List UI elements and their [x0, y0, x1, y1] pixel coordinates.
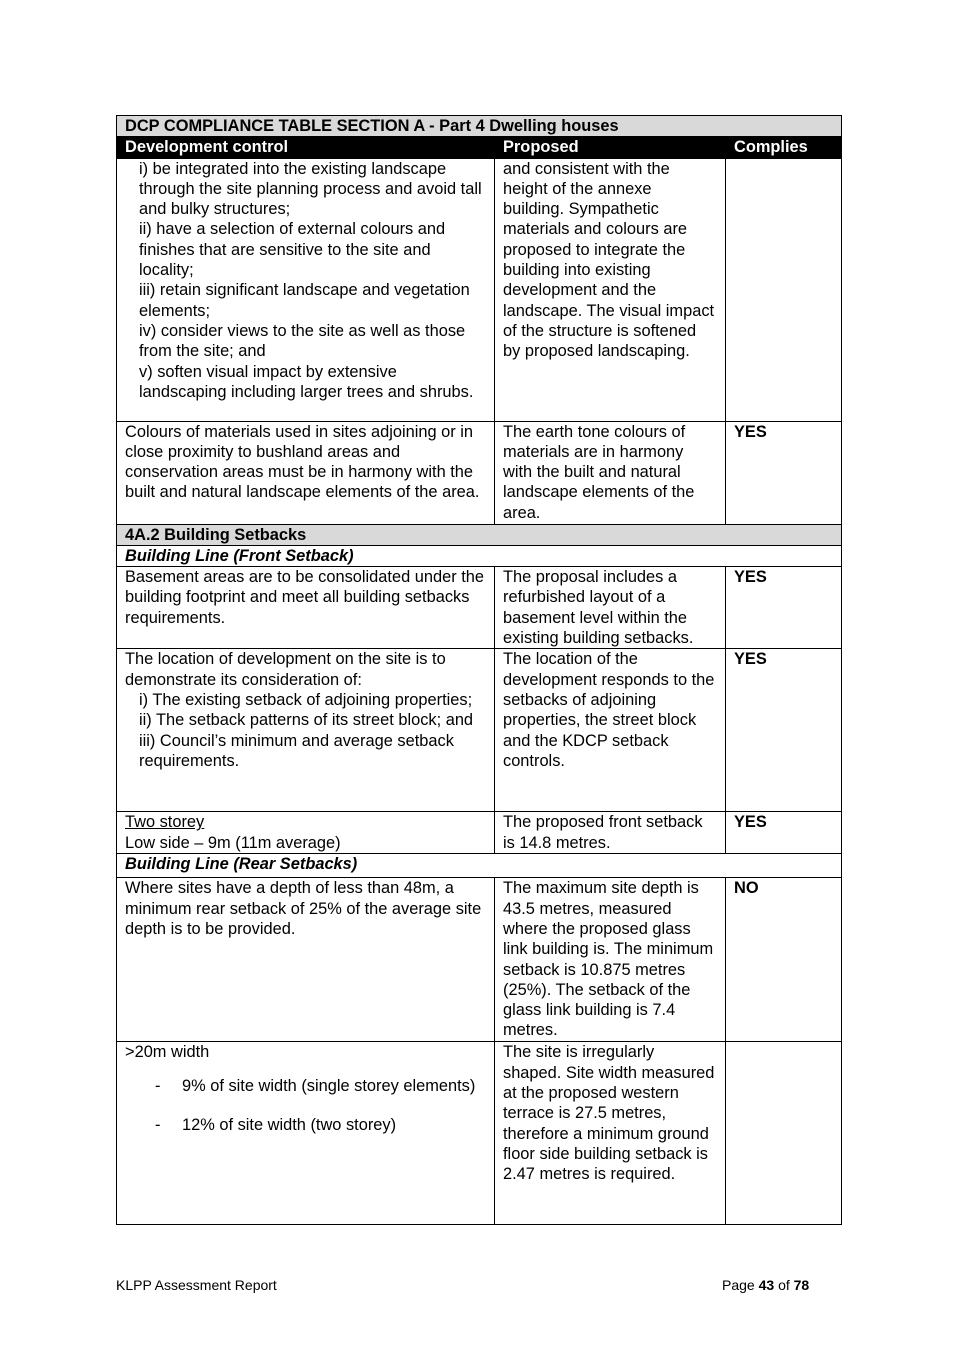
- page-label: Page: [722, 1277, 755, 1293]
- complies-cell: [726, 1042, 842, 1225]
- proposed-cell: The proposed front setback is 14.8 metres.: [495, 812, 726, 854]
- proposed-cell: The location of the development responds to the setbacks of adjoining properties, the street block and the KDCP setback controls.: [495, 649, 726, 812]
- dcp-compliance-table: [116, 115, 842, 1225]
- control-item: i) The existing setback of adjoining properties;: [139, 690, 473, 709]
- table-header-row: [117, 137, 842, 158]
- control-cell: [117, 812, 495, 854]
- page-total: 78: [793, 1277, 810, 1293]
- control-item: ii) The setback patterns of its street block; and: [139, 711, 474, 730]
- header-proposed: Proposed: [495, 137, 726, 158]
- control-list: [125, 1075, 486, 1137]
- table-row: [117, 421, 842, 524]
- control-cell: [117, 158, 495, 421]
- control-cell: [117, 1042, 495, 1225]
- subsection-heading-row: [117, 545, 842, 566]
- control-item: i) be integrated into the existing landscape through the site planning process and avoid tall and bulky structures;: [139, 159, 482, 219]
- complies-cell: YES: [726, 421, 842, 524]
- proposed-cell: The site is irregularly shaped. Site width measured at the proposed western terrace is 27.5 metres, therefore a minimum ground floor side building setback is 2.47 metres is required.: [495, 1042, 726, 1225]
- control-intro: The location of development on the site is to demonstrate its consideration of:: [125, 650, 446, 689]
- control-heading: >20m width: [125, 1043, 210, 1062]
- control-item: iii) Council’s minimum and average setback requirements.: [139, 731, 454, 770]
- section-heading-row: [117, 524, 842, 545]
- table-row: [117, 1042, 842, 1225]
- proposed-cell: The proposal includes a refurbished layout of a basement level within the existing building setbacks.: [495, 567, 726, 649]
- control-item: v) soften visual impact by extensive landscaping including larger trees and shrubs.: [139, 362, 474, 401]
- control-item: iii) retain significant landscape and vegetation elements;: [139, 281, 470, 320]
- table-row: [117, 649, 842, 812]
- complies-cell: NO: [726, 878, 842, 1042]
- control-cell: [117, 649, 495, 812]
- control-cell: Basement areas are to be consolidated under the building footprint and meet all building setbacks requirements.: [117, 567, 495, 649]
- subsection-heading: Building Line (Front Setback): [117, 545, 842, 566]
- control-item: iv) consider views to the site as well as those from the site; and: [139, 321, 466, 361]
- complies-cell: YES: [726, 567, 842, 649]
- footer-page-number: [722, 1277, 809, 1293]
- list-item: - 12% of site width (two storey): [125, 1114, 486, 1137]
- complies-cell: YES: [726, 812, 842, 854]
- table-title-row: [117, 116, 842, 137]
- proposed-cell: and consistent with the height of the annexe building. Sympathetic materials and colours are proposed to integrate the building into existing development and the landscape. The visual impact of the structure is softened by proposed landscaping.: [495, 158, 726, 421]
- footer-report-name: KLPP Assessment Report: [116, 1277, 277, 1293]
- proposed-cell: The earth tone colours of materials are in harmony with the built and natural landscape elements of the area.: [495, 421, 726, 524]
- table-row: [117, 567, 842, 649]
- table-row: [117, 158, 842, 421]
- control-heading: Two storey: [125, 813, 205, 832]
- section-heading: 4A.2 Building Setbacks: [117, 524, 842, 545]
- control-cell: Where sites have a depth of less than 48m, a minimum rear setback of 25% of the average site depth is to be provided.: [117, 878, 495, 1042]
- list-item: - 9% of site width (single storey elements): [125, 1075, 486, 1098]
- control-cell: Colours of materials used in sites adjoining or in close proximity to bushland areas and conservation areas must be in harmony with the built and natural landscape elements of the area.: [117, 421, 495, 524]
- complies-cell: [726, 158, 842, 421]
- header-complies: Complies: [726, 137, 842, 158]
- control-item: ii) have a selection of external colours and finishes that are sensitive to the site and locality;: [139, 220, 446, 280]
- table-title: DCP COMPLIANCE TABLE SECTION A - Part 4 Dwelling houses: [117, 116, 842, 137]
- header-development-control: Development control: [117, 137, 495, 158]
- subsection-heading: Building Line (Rear Setbacks): [117, 854, 842, 878]
- of-label: of: [778, 1277, 790, 1293]
- page-current: 43: [758, 1277, 775, 1293]
- control-text: Low side – 9m (11m average): [125, 833, 341, 852]
- table-row: [117, 878, 842, 1042]
- table-row: [117, 812, 842, 854]
- subsection-heading-row: [117, 854, 842, 878]
- complies-cell: YES: [726, 649, 842, 812]
- proposed-cell: The maximum site depth is 43.5 metres, measured where the proposed glass link building is. The minimum setback is 10.875 metres (25%). The setback of the glass link building is 7.4 metres.: [495, 878, 726, 1042]
